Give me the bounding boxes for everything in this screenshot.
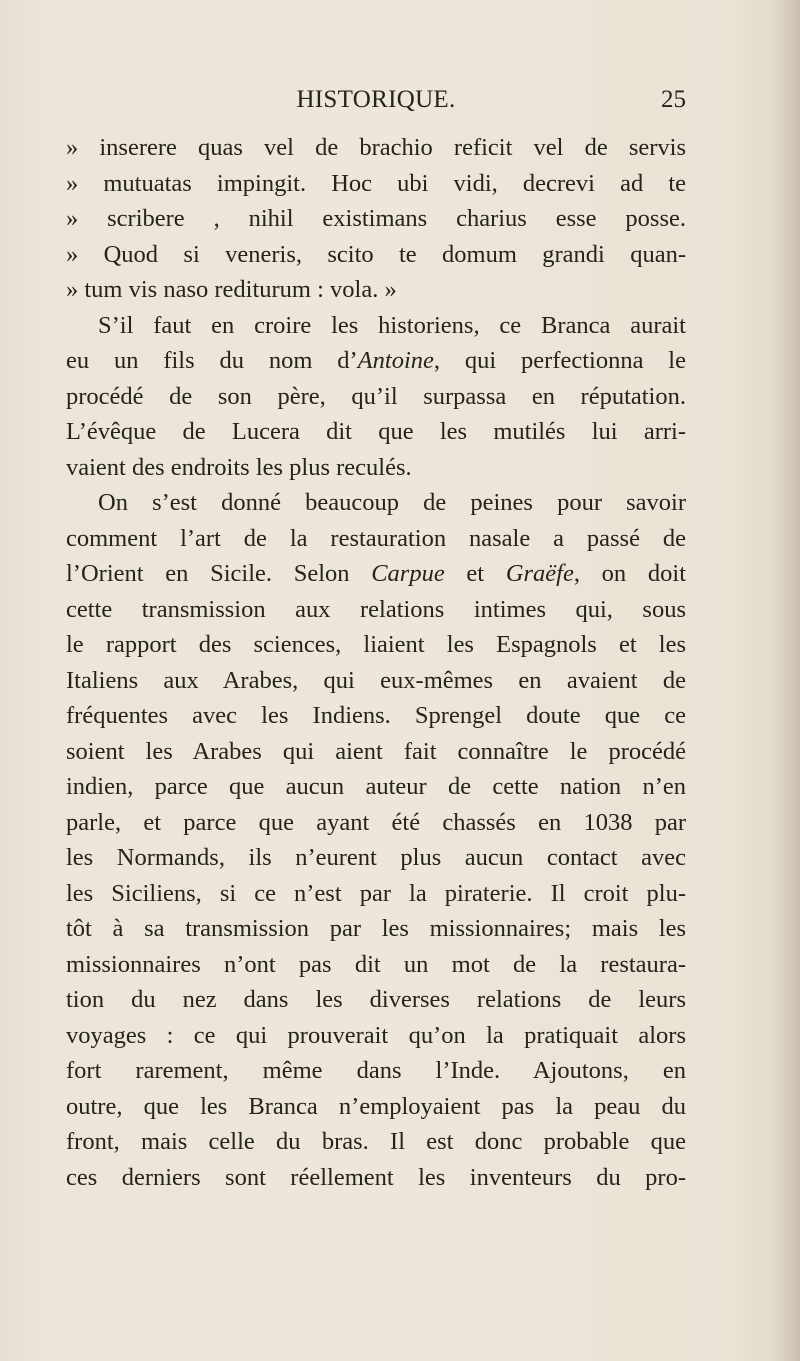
text-line: soient les Arabes qui aient fait connaître le procédé: [66, 737, 686, 765]
text-line: missionnaires n’ont pas dit un mot de la restaura-: [66, 950, 686, 978]
running-head: HISTORIQUE.: [296, 86, 456, 113]
text-line: comment l’art de la restauration nasale a passé de: [66, 524, 686, 552]
text-line: S’il faut en croire les historiens, ce Branca aurait: [98, 311, 686, 339]
text-line: » scribere , nihil existimans charius esse posse.: [66, 205, 686, 232]
page-header: [66, 86, 686, 120]
text-line: front, mais celle du bras. Il est donc probable que: [66, 1128, 686, 1155]
text-line: ces derniers sont réellement les inventeurs du pro-: [66, 1163, 686, 1191]
text-line: Italiens aux Arabes, qui eux-mêmes en avaient de: [66, 666, 686, 694]
italic-name-graefe: Graëfe: [505, 560, 574, 587]
text-segment: et: [444, 560, 506, 587]
text-line: » inserere quas vel de brachio reficit vel de servis: [66, 134, 686, 161]
text-line: parle, et parce que ayant été chassés en 1038 par: [66, 808, 686, 836]
page-number: 25: [661, 86, 686, 113]
italic-name-antoine: Antoine: [357, 347, 434, 374]
text-line: » mutuatas impingit. Hoc ubi vidi, decrevi ad te: [66, 169, 686, 197]
text-line-with-italic: [66, 556, 686, 592]
text-line: le rapport des sciences, liaient les Espagnols et les: [66, 631, 686, 658]
page-edge-shadow: [772, 0, 800, 1361]
text-line: On s’est donné beaucoup de peines pour savoir: [98, 489, 686, 516]
text-line-with-italic: [66, 343, 686, 379]
text-line: L’évêque de Lucera dit que les mutilés lui arri-: [66, 418, 686, 445]
text-segment: , qui perfectionna le: [433, 347, 686, 374]
text-line: cette transmission aux relations intimes qui, sous: [66, 595, 686, 623]
text-segment: l’Orient en Sicile. Selon: [66, 560, 372, 587]
body-text: [66, 130, 686, 1195]
text-line: voyages : ce qui prouverait qu’on la pratiquait alors: [66, 1021, 686, 1049]
text-line: fréquentes avec les Indiens. Sprengel doute que ce: [66, 702, 686, 729]
text-line: outre, que les Branca n’employaient pas la peau du: [66, 1092, 686, 1120]
text-line: tion du nez dans les diverses relations de leurs: [66, 986, 686, 1013]
text-line: fort rarement, même dans l’Inde. Ajoutons, en: [66, 1057, 686, 1084]
italic-name-carpue: Carpue: [371, 560, 445, 587]
text-line: les Normands, ils n’eurent plus aucun contact avec: [66, 844, 686, 871]
text-line: vaient des endroits les plus reculés.: [66, 453, 412, 481]
text-segment: , on doit: [573, 560, 686, 587]
text-line: tôt à sa transmission par les missionnaires; mais les: [66, 915, 686, 942]
text-line: procédé de son père, qu’il surpassa en réputation.: [66, 382, 686, 410]
text-line: les Siciliens, si ce n’est par la piraterie. Il croit plu-: [66, 879, 686, 907]
text-segment: eu un fils du nom d’: [66, 347, 358, 374]
text-line: » Quod si veneris, scito te domum grandi quan-: [66, 240, 686, 268]
text-line: » tum vis naso rediturum : vola. »: [66, 276, 397, 303]
text-line: indien, parce que aucun auteur de cette nation n’en: [66, 773, 686, 800]
